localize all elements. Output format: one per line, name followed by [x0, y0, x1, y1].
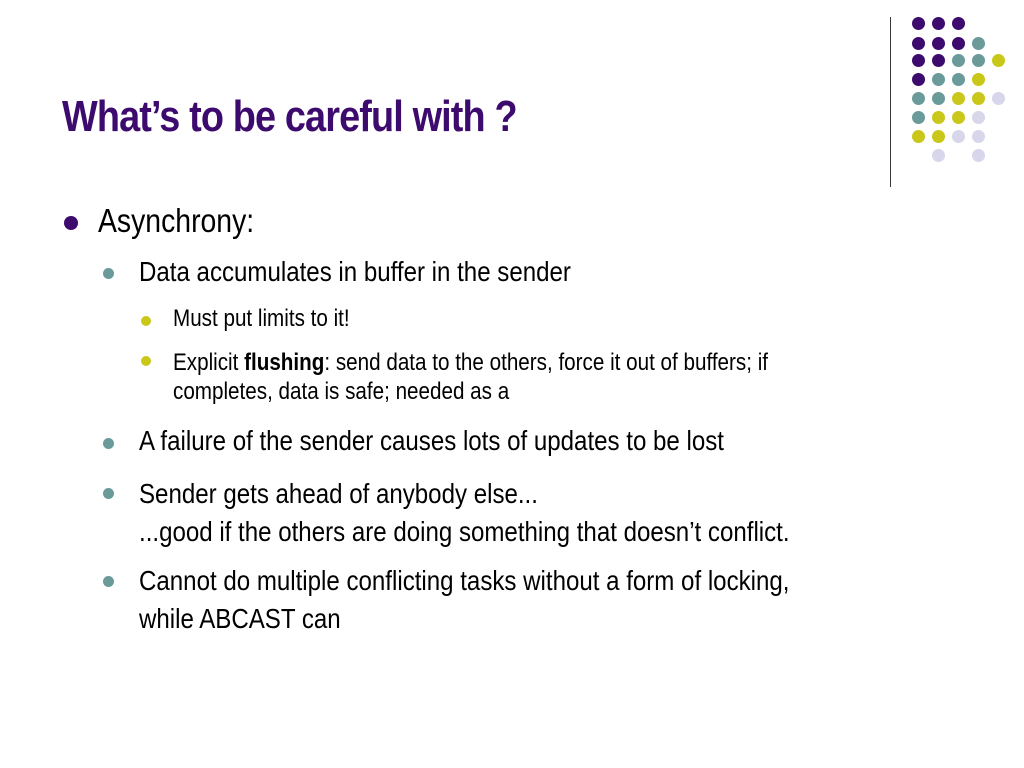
bullet-line-2: ...good if the others are doing something that doesn’t conflict. — [139, 516, 790, 547]
bullet-dot-teal — [103, 576, 114, 587]
decorative-dot — [912, 73, 925, 86]
decorative-dot — [912, 92, 925, 105]
bullet-explicit-flushing — [173, 345, 768, 409]
bullet-dot-yellow — [141, 356, 151, 366]
decorative-divider-line — [890, 17, 891, 187]
decorative-dot — [932, 54, 945, 67]
bullet-line-2: while ABCAST can — [139, 603, 341, 634]
bullet-line-1: Sender gets ahead of anybody else... — [139, 478, 538, 509]
bullet-asynchrony — [98, 202, 254, 240]
text-prefix: Explicit — [173, 349, 245, 376]
decorative-dot — [972, 111, 985, 124]
bullet-dot-yellow — [141, 316, 151, 326]
decorative-dot — [932, 73, 945, 86]
decorative-dot — [992, 92, 1005, 105]
decorative-dot — [912, 111, 925, 124]
decorative-dot — [912, 17, 925, 30]
bullet-label: Data accumulates in buffer in the sender — [139, 256, 571, 287]
decorative-dot — [992, 54, 1005, 67]
slide-title: What’s to be careful with ? — [62, 92, 517, 141]
bullet-line-1: Cannot do multiple conflicting tasks without a form of locking, — [139, 565, 790, 596]
decorative-dot — [952, 111, 965, 124]
decorative-dot — [932, 130, 945, 143]
decorative-dot — [932, 37, 945, 50]
decorative-dot — [972, 149, 985, 162]
decorative-dot — [952, 92, 965, 105]
decorative-dot — [972, 130, 985, 143]
decorative-dot — [932, 92, 945, 105]
decorative-dot — [932, 17, 945, 30]
decorative-dot — [972, 37, 985, 50]
decorative-dot — [952, 54, 965, 67]
bullet-line-2: completes, data is safe; needed as a — [173, 378, 510, 405]
decorative-dot — [952, 73, 965, 86]
bullet-cannot-do-multiple — [139, 562, 789, 638]
decorative-dot — [912, 54, 925, 67]
text-rest: : send data to the others, force it out of buffers; if — [324, 349, 769, 376]
decorative-dot — [972, 54, 985, 67]
bullet-label: Must put limits to it! — [173, 305, 350, 332]
bullet-dot-teal — [103, 438, 114, 449]
decorative-dot — [912, 37, 925, 50]
bullet-sender-gets-ahead — [139, 475, 790, 551]
text-bold-flushing: flushing — [244, 349, 325, 376]
bullet-label: Asynchrony: — [98, 202, 255, 239]
bullet-data-accumulates — [139, 256, 571, 288]
decorative-dot — [952, 17, 965, 30]
decorative-dot — [972, 73, 985, 86]
decorative-dot — [972, 92, 985, 105]
bullet-must-put-limits — [173, 305, 350, 333]
decorative-dot — [952, 130, 965, 143]
bullet-dot-teal — [103, 268, 114, 279]
bullet-dot-purple — [64, 216, 78, 230]
bullet-label: A failure of the sender causes lots of updates to be lost — [139, 425, 724, 456]
bullet-dot-teal — [103, 488, 114, 499]
bullet-failure-of-sender — [139, 425, 724, 457]
decorative-dot — [912, 130, 925, 143]
decorative-dot — [952, 37, 965, 50]
decorative-dot — [932, 149, 945, 162]
decorative-dot — [932, 111, 945, 124]
